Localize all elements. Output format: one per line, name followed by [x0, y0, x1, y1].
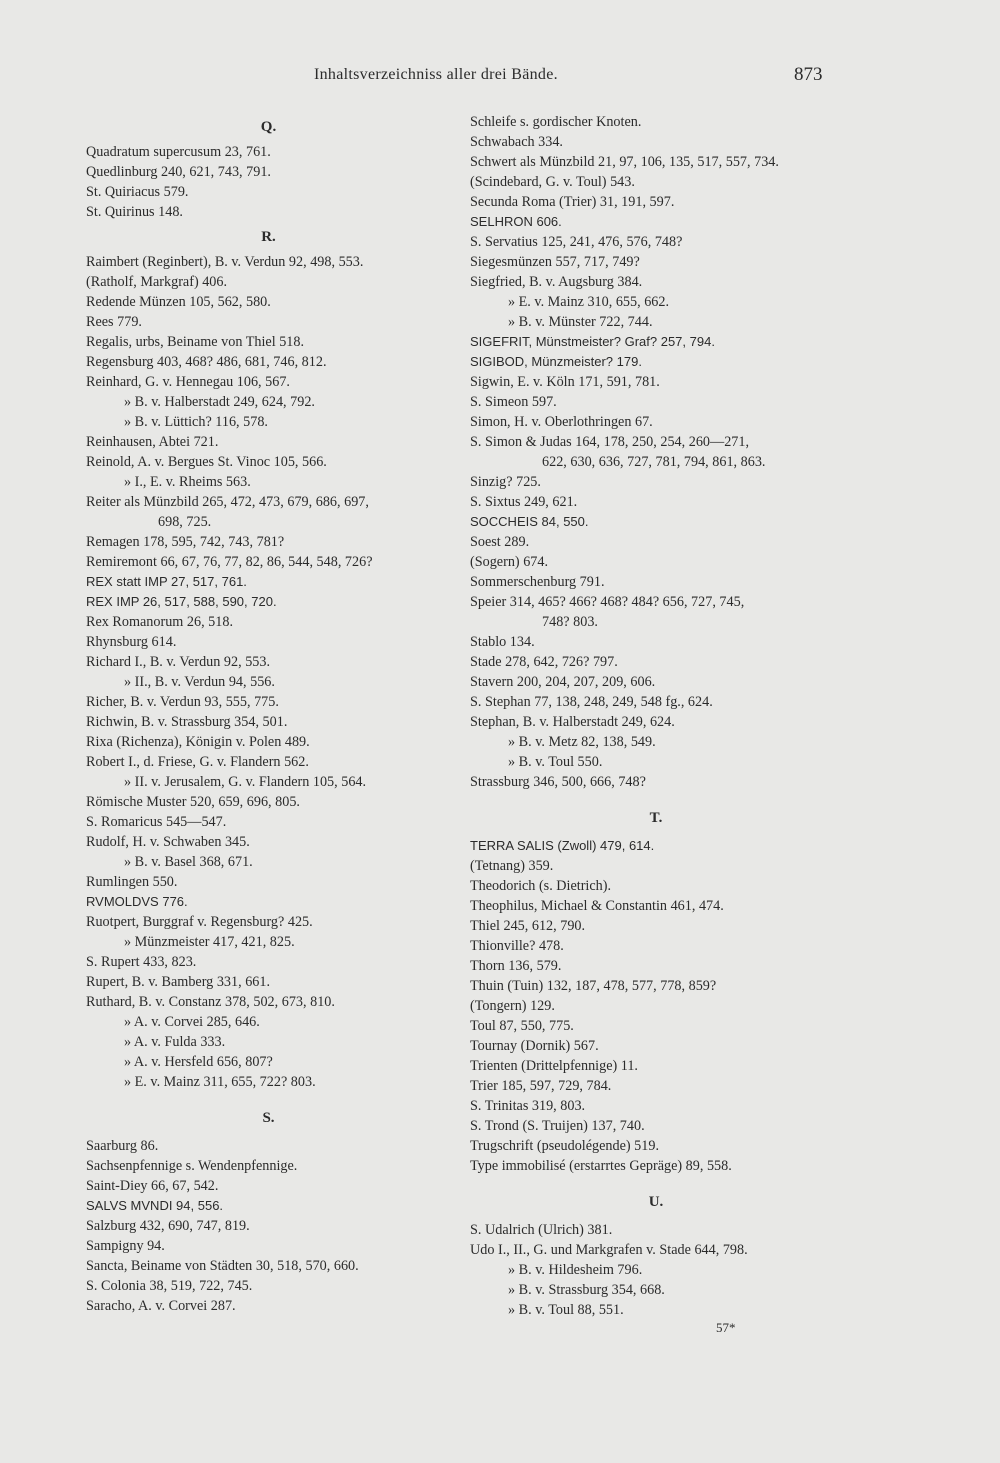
index-entry-inscription: REX IMP 26, 517, 588, 590, 720.: [86, 594, 277, 609]
index-entry: Sommerschenburg 791.: [470, 574, 605, 590]
index-entry: Rex Romanorum 26, 518.: [86, 614, 233, 630]
index-subentry: » B. v. Strassburg 354, 668.: [508, 1282, 665, 1298]
index-entry: Remagen 178, 595, 742, 743, 781?: [86, 534, 285, 550]
index-entry: Richwin, B. v. Strassburg 354, 501.: [86, 714, 288, 730]
index-entry: Reiter als Münzbild 265, 472, 473, 679, 686, 697,: [86, 494, 369, 510]
index-entry: Toul 87, 550, 775.: [470, 1018, 574, 1034]
section-letter: S.: [262, 1110, 275, 1126]
index-entry: S. Trinitas 319, 803.: [470, 1098, 586, 1114]
index-entry: Ruotpert, Burggraf v. Regensburg? 425.: [86, 914, 313, 930]
index-entry: Rudolf, H. v. Schwaben 345.: [86, 834, 250, 850]
index-entry: Theophilus, Michael & Constantin 461, 474.: [470, 898, 724, 914]
index-entry-continuation: 698, 725.: [158, 514, 212, 530]
index-entry: Sinzig? 725.: [470, 474, 541, 490]
index-entry: Robert I., d. Friese, G. v. Flandern 562.: [86, 754, 309, 770]
section-letter: T.: [649, 810, 663, 826]
index-entry: Soest 289.: [470, 534, 530, 550]
index-subentry: » B. v. Metz 82, 138, 549.: [508, 734, 656, 750]
index-entry: Schwabach 334.: [470, 134, 563, 150]
index-entry: S. Trond (S. Truijen) 137, 740.: [470, 1118, 645, 1134]
index-entry: S. Rupert 433, 823.: [86, 954, 197, 970]
index-entry: Sampigny 94.: [86, 1238, 165, 1254]
index-entry: S. Simon & Judas 164, 178, 250, 254, 260—271,: [470, 434, 750, 450]
index-entry: Römische Muster 520, 659, 696, 805.: [86, 794, 300, 810]
index-entry: Stavern 200, 204, 207, 209, 606.: [470, 674, 656, 690]
signature-mark: 57*: [716, 1320, 736, 1335]
index-entry: Stephan, B. v. Halberstadt 249, 624.: [470, 714, 675, 730]
index-entry: Trier 185, 597, 729, 784.: [470, 1078, 612, 1094]
index-entry: Richer, B. v. Verdun 93, 555, 775.: [86, 694, 279, 710]
index-entry-inscription: RVMOLDVS 776.: [86, 894, 188, 909]
index-entry: Trienten (Drittelpfennige) 11.: [470, 1058, 638, 1074]
index-entry: Richard I., B. v. Verdun 92, 553.: [86, 654, 271, 670]
index-subentry: » B. v. Toul 550.: [508, 754, 603, 770]
index-entry: Theodorich (s. Dietrich).: [470, 878, 612, 894]
index-entry: Reinold, A. v. Bergues St. Vinoc 105, 566.: [86, 454, 327, 470]
index-entry: Ruthard, B. v. Constanz 378, 502, 673, 810.: [86, 994, 335, 1010]
index-entry: S. Colonia 38, 519, 722, 745.: [86, 1278, 253, 1294]
index-entry: (Tetnang) 359.: [470, 858, 554, 874]
index-entry: Siegesmünzen 557, 717, 749?: [470, 254, 640, 270]
index-entry: Quadratum supercusum 23, 761.: [86, 144, 271, 160]
index-entry-inscription: SIGEFRIT, Münstmeister? Graf? 257, 794.: [470, 334, 715, 349]
index-entry: S. Simeon 597.: [470, 394, 557, 410]
index-entry-inscription: REX statt IMP 27, 517, 761.: [86, 574, 247, 589]
index-entry: S. Servatius 125, 241, 476, 576, 748?: [470, 234, 683, 250]
index-entry: Trugschrift (pseudolégende) 519.: [470, 1138, 660, 1154]
index-entry: (Ratholf, Markgraf) 406.: [86, 274, 228, 290]
index-subentry: » II., B. v. Verdun 94, 556.: [124, 674, 275, 690]
index-entry: Thiel 245, 612, 790.: [470, 918, 586, 934]
index-entry: Rixa (Richenza), Königin v. Polen 489.: [86, 734, 310, 750]
index-entry: Rhynsburg 614.: [86, 634, 177, 650]
index-entry: S. Romaricus 545—547.: [86, 814, 227, 830]
index-entry: Udo I., II., G. und Markgrafen v. Stade 644, 798.: [470, 1242, 748, 1258]
index-entry: Thuin (Tuin) 132, 187, 478, 577, 778, 859?: [470, 978, 717, 994]
index-entry: Remiremont 66, 67, 76, 77, 82, 86, 544, 548, 726?: [86, 554, 373, 570]
index-entry: Secunda Roma (Trier) 31, 191, 597.: [470, 194, 675, 210]
index-entry: Regalis, urbs, Beiname von Thiel 518.: [86, 334, 305, 350]
index-entry: Sigwin, E. v. Köln 171, 591, 781.: [470, 374, 660, 390]
index-subentry: » I., E. v. Rheims 563.: [124, 474, 251, 490]
index-entry: Speier 314, 465? 466? 468? 484? 656, 727, 745,: [470, 594, 745, 610]
index-entry: Stablo 134.: [470, 634, 535, 650]
section-letter: U.: [648, 1194, 664, 1210]
index-subentry: » Münzmeister 417, 421, 825.: [124, 934, 295, 950]
index-entry: S. Sixtus 249, 621.: [470, 494, 578, 510]
section-letter: R.: [261, 229, 276, 245]
index-entry: Rupert, B. v. Bamberg 331, 661.: [86, 974, 271, 990]
index-subentry: » II. v. Jerusalem, G. v. Flandern 105, 564.: [124, 774, 367, 790]
index-entry: Reinhard, G. v. Hennegau 106, 567.: [86, 374, 290, 390]
index-subentry: » B. v. Toul 88, 551.: [508, 1302, 624, 1318]
index-entry: Schwert als Münzbild 21, 97, 106, 135, 517, 557, 734.: [470, 154, 779, 170]
index-subentry: » B. v. Lüttich? 116, 578.: [124, 414, 268, 430]
index-entry: S. Udalrich (Ulrich) 381.: [470, 1222, 613, 1238]
running-title: Inhaltsverzeichniss aller drei Bände.: [314, 66, 558, 83]
index-entry: Saracho, A. v. Corvei 287.: [86, 1298, 236, 1314]
index-entry: Quedlinburg 240, 621, 743, 791.: [86, 164, 271, 180]
index-entry: Schleife s. gordischer Knoten.: [470, 114, 642, 130]
index-subentry: » A. v. Fulda 333.: [124, 1034, 226, 1050]
index-entry: Sachsenpfennige s. Wendenpfennige.: [86, 1158, 298, 1174]
index-entry: Saarburg 86.: [86, 1138, 159, 1154]
page-number: 873: [794, 64, 823, 85]
index-entry: Saint-Diey 66, 67, 542.: [86, 1178, 219, 1194]
page-header: [0, 66, 1000, 90]
index-entry: Raimbert (Reginbert), B. v. Verdun 92, 498, 553.: [86, 254, 364, 270]
index-entry-inscription: SELHRON 606.: [470, 214, 562, 229]
index-entry: Stade 278, 642, 726? 797.: [470, 654, 618, 670]
index-entry: Salzburg 432, 690, 747, 819.: [86, 1218, 250, 1234]
index-entry-inscription: SALVS MVNDI 94, 556.: [86, 1198, 224, 1213]
index-entry: Thionville? 478.: [470, 938, 564, 954]
index-entry-continuation: 748? 803.: [542, 614, 598, 630]
index-entry: Strassburg 346, 500, 666, 748?: [470, 774, 646, 790]
index-entry: Type immobilisé (erstarrtes Gepräge) 89, 558.: [470, 1158, 732, 1174]
index-subentry: » B. v. Hildesheim 796.: [508, 1262, 643, 1278]
index-column-right: [470, 112, 842, 1320]
index-entry-inscription: SOCCHEIS 84, 550.: [470, 514, 589, 529]
index-entry: Simon, H. v. Oberlothringen 67.: [470, 414, 653, 430]
section-letter: Q.: [260, 119, 277, 135]
index-entry: S. Stephan 77, 138, 248, 249, 548 fg., 624.: [470, 694, 713, 710]
index-subentry: » E. v. Mainz 310, 655, 662.: [508, 294, 670, 310]
index-entry: Siegfried, B. v. Augsburg 384.: [470, 274, 643, 290]
index-column-left: [86, 112, 451, 1316]
index-entry: Sancta, Beiname von Städten 30, 518, 570, 660.: [86, 1258, 359, 1274]
index-subentry: » B. v. Halberstadt 249, 624, 792.: [124, 394, 315, 410]
index-entry: Reinhausen, Abtei 721.: [86, 434, 219, 450]
index-entry: Regensburg 403, 468? 486, 681, 746, 812.: [86, 354, 327, 370]
index-entry: Rumlingen 550.: [86, 874, 178, 890]
index-entry: (Tongern) 129.: [470, 998, 555, 1014]
index-entry: Thorn 136, 579.: [470, 958, 562, 974]
index-subentry: » E. v. Mainz 311, 655, 722? 803.: [124, 1074, 316, 1090]
index-entry: (Sogern) 674.: [470, 554, 549, 570]
index-entry: (Scindebard, G. v. Toul) 543.: [470, 174, 635, 190]
index-entry: Tournay (Dornik) 567.: [470, 1038, 599, 1054]
index-entry: St. Quiriacus 579.: [86, 184, 189, 200]
index-subentry: » A. v. Corvei 285, 646.: [124, 1014, 260, 1030]
index-entry: Redende Münzen 105, 562, 580.: [86, 294, 271, 310]
index-entry: St. Quirinus 148.: [86, 204, 183, 220]
index-subentry: » B. v. Münster 722, 744.: [508, 314, 653, 330]
index-subentry: » B. v. Basel 368, 671.: [124, 854, 253, 870]
index-entry-inscription: TERRA SALIS (Zwoll) 479, 614.: [470, 838, 655, 853]
index-entry: Rees 779.: [86, 314, 142, 330]
index-subentry: » A. v. Hersfeld 656, 807?: [124, 1054, 273, 1070]
index-entry-inscription: SIGIBOD, Münzmeister? 179.: [470, 354, 642, 369]
index-entry-continuation: 622, 630, 636, 727, 781, 794, 861, 863.: [542, 454, 766, 470]
